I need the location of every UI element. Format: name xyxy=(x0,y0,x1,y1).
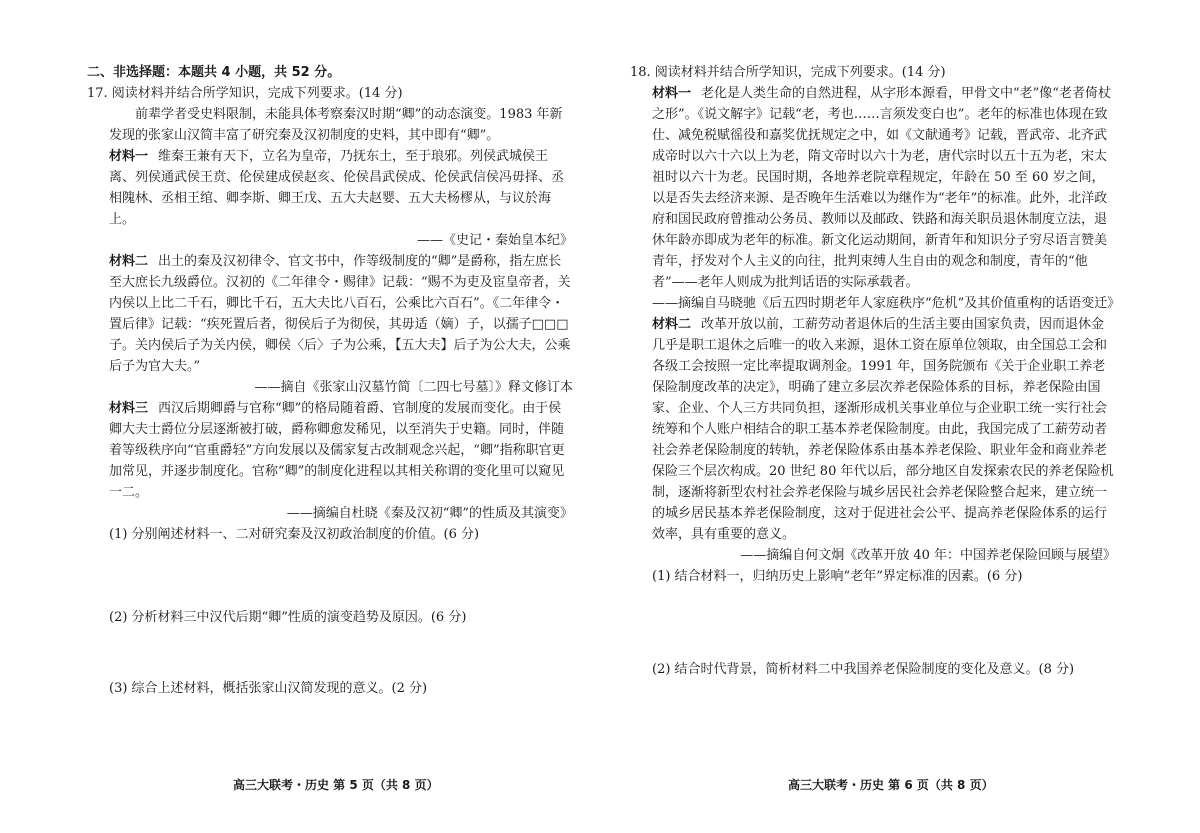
material-2-label: 材料二 xyxy=(109,254,149,269)
material-2-source: ——摘自《张家山汉墓竹简〔二四七号墓〕》释文修订本 xyxy=(254,380,573,395)
material-1-q18-label: 材料一 xyxy=(652,86,692,101)
material-1-text: 维秦王兼有天下，立名为皇帝，乃抚东土，至于琅邪。列侯武城侯王离、列侯通武侯王贲、伦侯建成侯赵亥、伦侯昌武侯成、伦侯武信侯冯毋择、丞相隗林、丞相王绾、卿李斯、卿王戊、五大夫赵婴、五大夫杨樛从，与议於海上。 xyxy=(109,149,565,227)
question-17-intro: 前辈学者受史料限制，未能具体考察秦汉时期“卿”的动态演变。1983 年新发现的张家山汉简丰富了研究秦及汉初制度的史料，其中即有“卿”。 xyxy=(109,107,563,143)
material-1-q18-source: ——摘编自马晓驰《后五四时期老年人家庭秩序“危机”及其价值重构的话语变迁》 xyxy=(652,296,1121,311)
material-2-text: 出土的秦及汉初律令、官文书中，作等级制度的“卿”是爵称，指左庶长至大庶长九级爵位。汉初的《二年律令・赐律》记载：“赐不为吏及宦皇帝者，关内侯以上比二千石，卿比千石，五大夫比八百石，公乘比六百石”。《二年律令・置后律》记载：“疾死置后者，彻侯后子为彻侯，其毋适（嫡）子，以孺子□□□子。关内侯后子为关内侯，卿侯〈后〉子为公乘，【五大夫】后子为公大夫，公乘后子为官大夫。” xyxy=(109,254,571,374)
q17-subquestion-3: (3) 综合上述材料，概括张家山汉简发现的意义。(2 分) xyxy=(109,681,428,696)
page-5-footer: 高三大联考・历史 第 5 页（共 8 页） xyxy=(233,778,439,792)
q18-subquestion-2: (2) 结合时代背景，简析材料二中我国养老保险制度的变化及意义。(8 分) xyxy=(652,662,1075,677)
q17-subquestion-2: (2) 分析材料三中汉代后期“卿”性质的演变趋势及原因。(6 分) xyxy=(109,610,467,625)
material-2-q18-label: 材料二 xyxy=(652,317,692,332)
material-2-q18-source: ——摘编自何文炯《改革开放 40 年：中国养老保险回顾与展望》 xyxy=(740,548,1116,563)
material-1-q18 xyxy=(630,83,1116,293)
answer-space-2 xyxy=(87,628,573,678)
question-17-stem: 17. 阅读材料并结合所学知识，完成下列要求。(14 分) xyxy=(87,86,403,101)
answer-space-3 xyxy=(630,587,1116,659)
material-2 xyxy=(87,251,573,377)
section-title: 二、非选择题：本题共 4 小题，共 52 分。 xyxy=(87,65,341,80)
material-3-text: 西汉后期卿爵与官称“卿”的格局随着爵、官制度的发展而变化。由于侯卿大夫士爵位分层逐渐被打破，爵称卿愈发稀见，以至消失于史籍。同时，伴随着等级秩序向“官重爵轻”方向发展以及儒家复古改制观念兴起，“卿”指称职官更加常见，并逐步制度化。官称“卿”的制度化进程以其相关称谓的变化里可以窥见一二。 xyxy=(109,401,565,500)
material-1 xyxy=(87,146,573,230)
material-1-q18-text: 老化是人类生命的自然进程，从字形本源看，甲骨文中“老”像“老者倚杖之形”。《说文解字》记载“老，考也……言须发变白也”。老年的标准也体现在致仕、减免税赋徭役和嘉奖优抚规定之中，如《文献通考》记载，晋武帝、北齐武成帝时以六十六以上为老，隋文帝时以六十为老，唐代宗时以五十五为老，宋太祖时以六十为老。民国时期，各地养老院章程规定，年龄在 50 至 60 岁之间，以是否失去经济来源、是否晚年生活难以为继作为“老年”的标准。此外，北洋政府和国民政府曾推动公务员、教师以及邮政、铁路和海关职员退休制度立法，退休年龄亦即成为老年的标准。新文化运动期间，新青年和知识分子穷尽语言赞美青年，抒发对个人主义的向往，批判束缚人生自由的观念和制度，青年的“他者”——老年人则成为批判话语的实际承载者。 xyxy=(652,86,1111,290)
material-2-q18-text: 改革开放以前，工薪劳动者退休后的生活主要由国家负责，因而退休金几乎是职工退休之后唯一的收入来源，退休工资在原单位领取，由全国总工会和各级工会按照一定比率提取调剂金。1991 年，国务院颁布《关于企业职工养老保险制度改革的决定》，明确了建立多层次养老保险体系的目标，养老保险由国家、企业、个人三方共同负担，逐渐形成机关事业单位与企业职工统一实行社会统筹和个人账户相结合的职工基本养老保险制度。由此，我国完成了工薪劳动者社会养老保险制度的转轨，养老保险体系由基本养老保险、职业年金和商业养老保险三个层次构成。20 世纪 80 年代以后，部分地区自发探索农民的养老保险机制，逐渐将新型农村社会养老保险与城乡居民社会养老保险整合起来，建立统一的城乡居民基本养老保险制度，这对于促进社会公平、提高养老保险体系的运行效率，具有重要的意义。 xyxy=(652,317,1114,542)
material-3 xyxy=(87,398,573,503)
material-3-source: ——摘编自杜晓《秦及汉初“卿”的性质及其演变》 xyxy=(286,506,573,521)
material-1-label: 材料一 xyxy=(109,149,149,164)
answer-space-1 xyxy=(87,545,573,607)
q18-subquestion-1: (1) 结合材料一，归纳历史上影响“老年”界定标准的因素。(6 分) xyxy=(652,569,1023,584)
question-18-stem: 18. 阅读材料并结合所学知识，完成下列要求。(14 分) xyxy=(630,65,946,80)
page-5-column xyxy=(87,62,573,699)
material-2-q18 xyxy=(630,314,1116,545)
material-1-source: ——《史记・秦始皇本纪》 xyxy=(416,233,573,248)
page-6-column xyxy=(630,62,1121,680)
material-3-label: 材料三 xyxy=(109,401,149,416)
page-6-footer: 高三大联考・历史 第 6 页（共 8 页） xyxy=(788,778,994,792)
q17-subquestion-1: (1) 分别阐述材料一、二对研究秦及汉初政治制度的价值。(6 分) xyxy=(109,527,480,542)
